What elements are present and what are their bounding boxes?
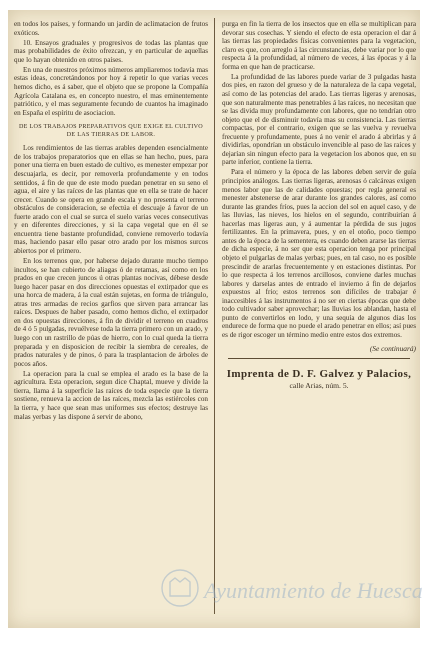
paragraph-trials: 10. Ensayos graduales y progresivos de todas las plantas que mas probabilidades de éxito ofrezcan, y en particular de aquellas que lo hayan obtenido en otros países. (14, 38, 208, 64)
paragraph-uncultivated: En los terrenos que, por haberse dejado durante mucho tiempo incultos, se han cubierto de aliagas ó de retamas, así como en los prados en que crecen juncos ú otras plantas nocivas, débese desde luego hacer pasar en dos direcciones opuestas el extirpador que es una horca de madera, á la cual están sujetas, en forma de triángulo, atras tres armadas de recios garfios que sirven para arrancar las raíces. Despues de haber pasado, como hemos dicho, el extirpador en dos opuestas direcciones, á fin de dividir el terreno en cuadros de 4 ó 5 pulgadas, revuélvese toda la tierra primero con un arado, y luego con un rastrillo de púas de hierro, con lo cual queda la tierra preparada y en disposicion de recibir la siembra de cereales, de prados naturales y de pinos, ó para la trasplantacion de árboles de pocos años. (14, 257, 208, 368)
paragraph-depth: La profundidad de las labores puede variar de 3 pulgadas hasta dos pies, en razon del grueso y de la naturaleza de la capa vegetal, así como de las potencias del arado. Las tierras ligeras y arenosas, que son naturalmente mas penetrables á las raíces, no necesitan que se las divida muy profundamente con labores, que no tendrían otro objeto que el de disminuir todavía mas su consistencia. Las tierras compactas, por el contrario, exigen que se las vuelva y revuelva frecuente y profundamente, pues á no venir el arado á abrirlas y á dividirlas, opondrían un obstáculo invencible al paso de las raíces y dejarían sin ningun efecto para la vegetacion los abonos que, en su parte inferior, contiene la tierra. (222, 72, 416, 167)
paragraph-insects: purga en fin la tierra de los insectos que en ella se multiplican para devorar sus cosechas. Y siendo el efecto de esta operacion el dar á las tierras las propiedades físicas convenientes para la vegetacion, claro es que, con arreglo á las circunstancias, debe variar por lo que respecta á la profundidad, al número de veces, á las épocas y á la forma en que han de practicarse. (222, 20, 416, 71)
newspaper-page (8, 10, 423, 628)
left-column (14, 20, 208, 610)
paragraph-company: En una de nuestros próximos números ampliaremos todavía mas estas ideas, concretándonos por hoy á repetir lo que varias veces hemos dicho, es á saber, que el objeto que se propone la Compañía Agrícola Catalana es, en concepto nuestro, el mas eminentemente patriótico, y el mas seguramente fecundo de cuantos ha imaginado en España el espíritu de asociacion. (14, 65, 208, 117)
continuation-note: (Se continuará) (369, 344, 416, 354)
paragraph-fruits: en todos los países, y formando un jardin de aclimatacion de frutos exóticos. (14, 20, 208, 37)
imprint-press: Imprenta de D. F. Galvez y Palacios, (226, 367, 412, 380)
footer-rule (228, 358, 410, 359)
imprint-address: calle Arias, núm. 5. (289, 380, 349, 390)
paragraph-plough: La operacion para la cual se emplea el arado es la base de la agricultura. Esta operacion, segun dice Chaptal, mueve y divide la tierra, llama á la superficie las raíces de toda especie que la tierra sostiene, renueva la accion de las raíces, mezcla las estiércoles con la tierra, y hace que sean mas uniformes sus efectos; destruye las malas yerbas y las dispone á servir de abono, (14, 369, 208, 421)
svg-text:Ayuntamiento de Huesca: Ayuntamiento de Huesca (204, 578, 423, 603)
imprint (222, 369, 416, 391)
paragraph-yields: Los rendimientos de las tierras arables dependen esencialmente de los trabajos preparatorios que en ellas se han hecho, pues, para poner una tierra en buen estado de cultivo, es menester empezar por descuajarla, es decir, por removerla profundamente y en todos sentidos, á fin de que de este modo puedan penetrar en su seno el agua, el aire y las raíces de las plantas que en ella se trate de hacer crecer. Cuando se opera en grande escala y no presenta el terreno obstáculos de consideracion, se efectúa el descuaje á favor de un fuerte arado con el cual se surca el suelo varias veces consecutivas y en diferentes direcciones, y si la capa vegetal que en él se encuentra tiene bastante profundidad, conviene removerlo todavía mas, haciendo pasar ello pasar otro arado por los mismos surcos abiertos por el primero. (14, 144, 208, 255)
right-column (222, 20, 416, 610)
column-divider (214, 18, 215, 614)
section-heading: DE LOS TRABAJOS PREPARATIVOS QUE EXIGE EL CULTIVO DE LAS TIERRAS DE LABOR. (18, 124, 204, 138)
paragraph-seasons: Para el número y la época de las labores deben servir de guía principios análogos. Las tierras ligeras, arenosas ó calcáreas exigen menos labor que las de calidades opuestas; por regla general es menester abstenerse de arar durante los grandes calores, así como durante las grandes fríos, pues la accion del sol en aquel caso, y de las lluvias, las nieves, los hielos en el segundo, contribuirían á hacerlas mas ligeras aun, y á aumentar la pérdida de sus jugos fertilizantes. En la primavera, pues, y en el otoño, poco tiempo antes de la época de la sementera, es cuando deben ararse las tierras de dicha especie, á no ser que esta operacion tenga por principal objeto el pulgarlas de malas yerbas; pues, en tal caso, no es posible prescindir de ararlas frecuentemente y en estaciones distintas. Por lo que respecta á los terrenos arcillosos, conviene darles muchas labores y darselas antes de entrado el invierno á fin de dejarlos expuestos al frio; estos terrenos son difíciles de trabajar é inaccesibles á las instrumentos á no ser en ciertas épocas que debe todo cultivador saber aprovechar; las lluvias los ablandan, hasta el punto de convertirlos en lodo, y una sequía de algunos dias los endurece de forma que no puede el arado penetrar en ellos; así pues es de rigor escoger un término medio entre estos dos extremos. (222, 168, 416, 339)
